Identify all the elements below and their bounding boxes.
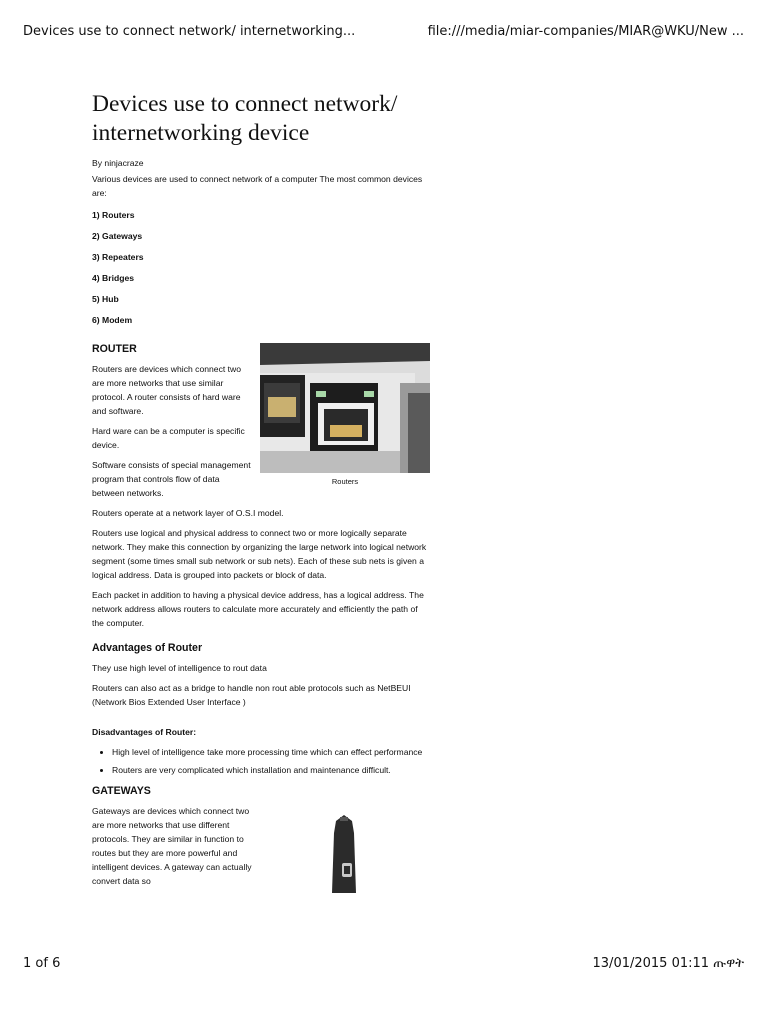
router-paragraph-6: Each packet in addition to having a physical device address, has a logical address. The network address allows routers to calculate more accurately and efficiently the path of the computer. bbox=[92, 590, 424, 628]
gateway-figure bbox=[260, 785, 430, 895]
byline: By ninjacraze bbox=[92, 158, 144, 168]
title-line-2: internetworking device bbox=[92, 120, 310, 146]
disadvantages-list bbox=[92, 745, 430, 777]
device-list bbox=[92, 209, 430, 335]
list-item: • Routers are very complicated which installation and maintenance difficult. bbox=[112, 763, 430, 777]
device-item-modem: 6) Modem bbox=[92, 315, 133, 325]
print-timestamp: 13/01/2015 01:11 ጡዋት bbox=[592, 956, 744, 971]
device-item-hub: 5) Hub bbox=[92, 294, 119, 304]
advantages-paragraph-1: They use high level of intelligence to rout data bbox=[92, 663, 267, 673]
advantages-paragraph-2: Routers can also act as a bridge to handle non rout able protocols such as NetBEUI (Network Bios Extended User Interface ) bbox=[92, 683, 411, 707]
header-title: Devices use to connect network/ internetworking... bbox=[23, 24, 356, 39]
router-heading: ROUTER bbox=[92, 343, 137, 355]
article bbox=[92, 90, 430, 894]
advantages-heading: Advantages of Router bbox=[92, 642, 203, 654]
gateway-image bbox=[260, 785, 430, 895]
gateways-heading: GATEWAYS bbox=[92, 785, 151, 797]
router-paragraph-2: Hard ware can be a computer is specific device. bbox=[92, 426, 245, 450]
page-title bbox=[92, 90, 430, 148]
router-paragraph-5: Routers use logical and physical address to connect two or more logically separate network. They make this connection by organizing the large network into logical network segment (some times small sub network or sub nets). Each of these sub nets is given a logical address. Data is grouped into packets or block of data. bbox=[92, 528, 427, 580]
router-paragraph-4: Routers operate at a network layer of O.S.I model. bbox=[92, 508, 284, 518]
device-item-bridges: 4) Bridges bbox=[92, 273, 135, 283]
router-paragraph-3: Software consists of special management program that controls flow of data between networks. bbox=[92, 460, 251, 498]
device-item-repeaters: 3) Repeaters bbox=[92, 252, 144, 262]
router-figure bbox=[260, 343, 430, 489]
title-line-1: Devices use to connect network/ bbox=[92, 91, 398, 117]
list-item: • High level of intelligence take more processing time which can effect performance bbox=[112, 745, 430, 759]
router-section bbox=[92, 343, 430, 500]
device-item-gateways: 2) Gateways bbox=[92, 231, 143, 241]
header-path: file:///media/miar-companies/MIAR@WKU/New ... bbox=[427, 24, 744, 39]
device-item-routers: 1) Routers bbox=[92, 210, 135, 220]
router-paragraph-1: Routers are devices which connect two are more networks that use similar protocol. A router consists of hard ware and software. bbox=[92, 364, 242, 416]
router-image bbox=[260, 343, 430, 473]
router-figure-caption: Routers bbox=[331, 477, 359, 486]
disadvantages-heading: Disadvantages of Router: bbox=[92, 727, 197, 737]
gateways-section bbox=[92, 785, 430, 888]
gateways-paragraph-1: Gateways are devices which connect two are more networks that use different protocols. They are similar in function to routes but they are more powerful and intelligent devices. A gateway can actually convert data so bbox=[92, 806, 252, 886]
intro-paragraph: Various devices are used to connect network of a computer The most common devices are: bbox=[92, 174, 423, 198]
page-number: 1 of 6 bbox=[23, 956, 61, 971]
